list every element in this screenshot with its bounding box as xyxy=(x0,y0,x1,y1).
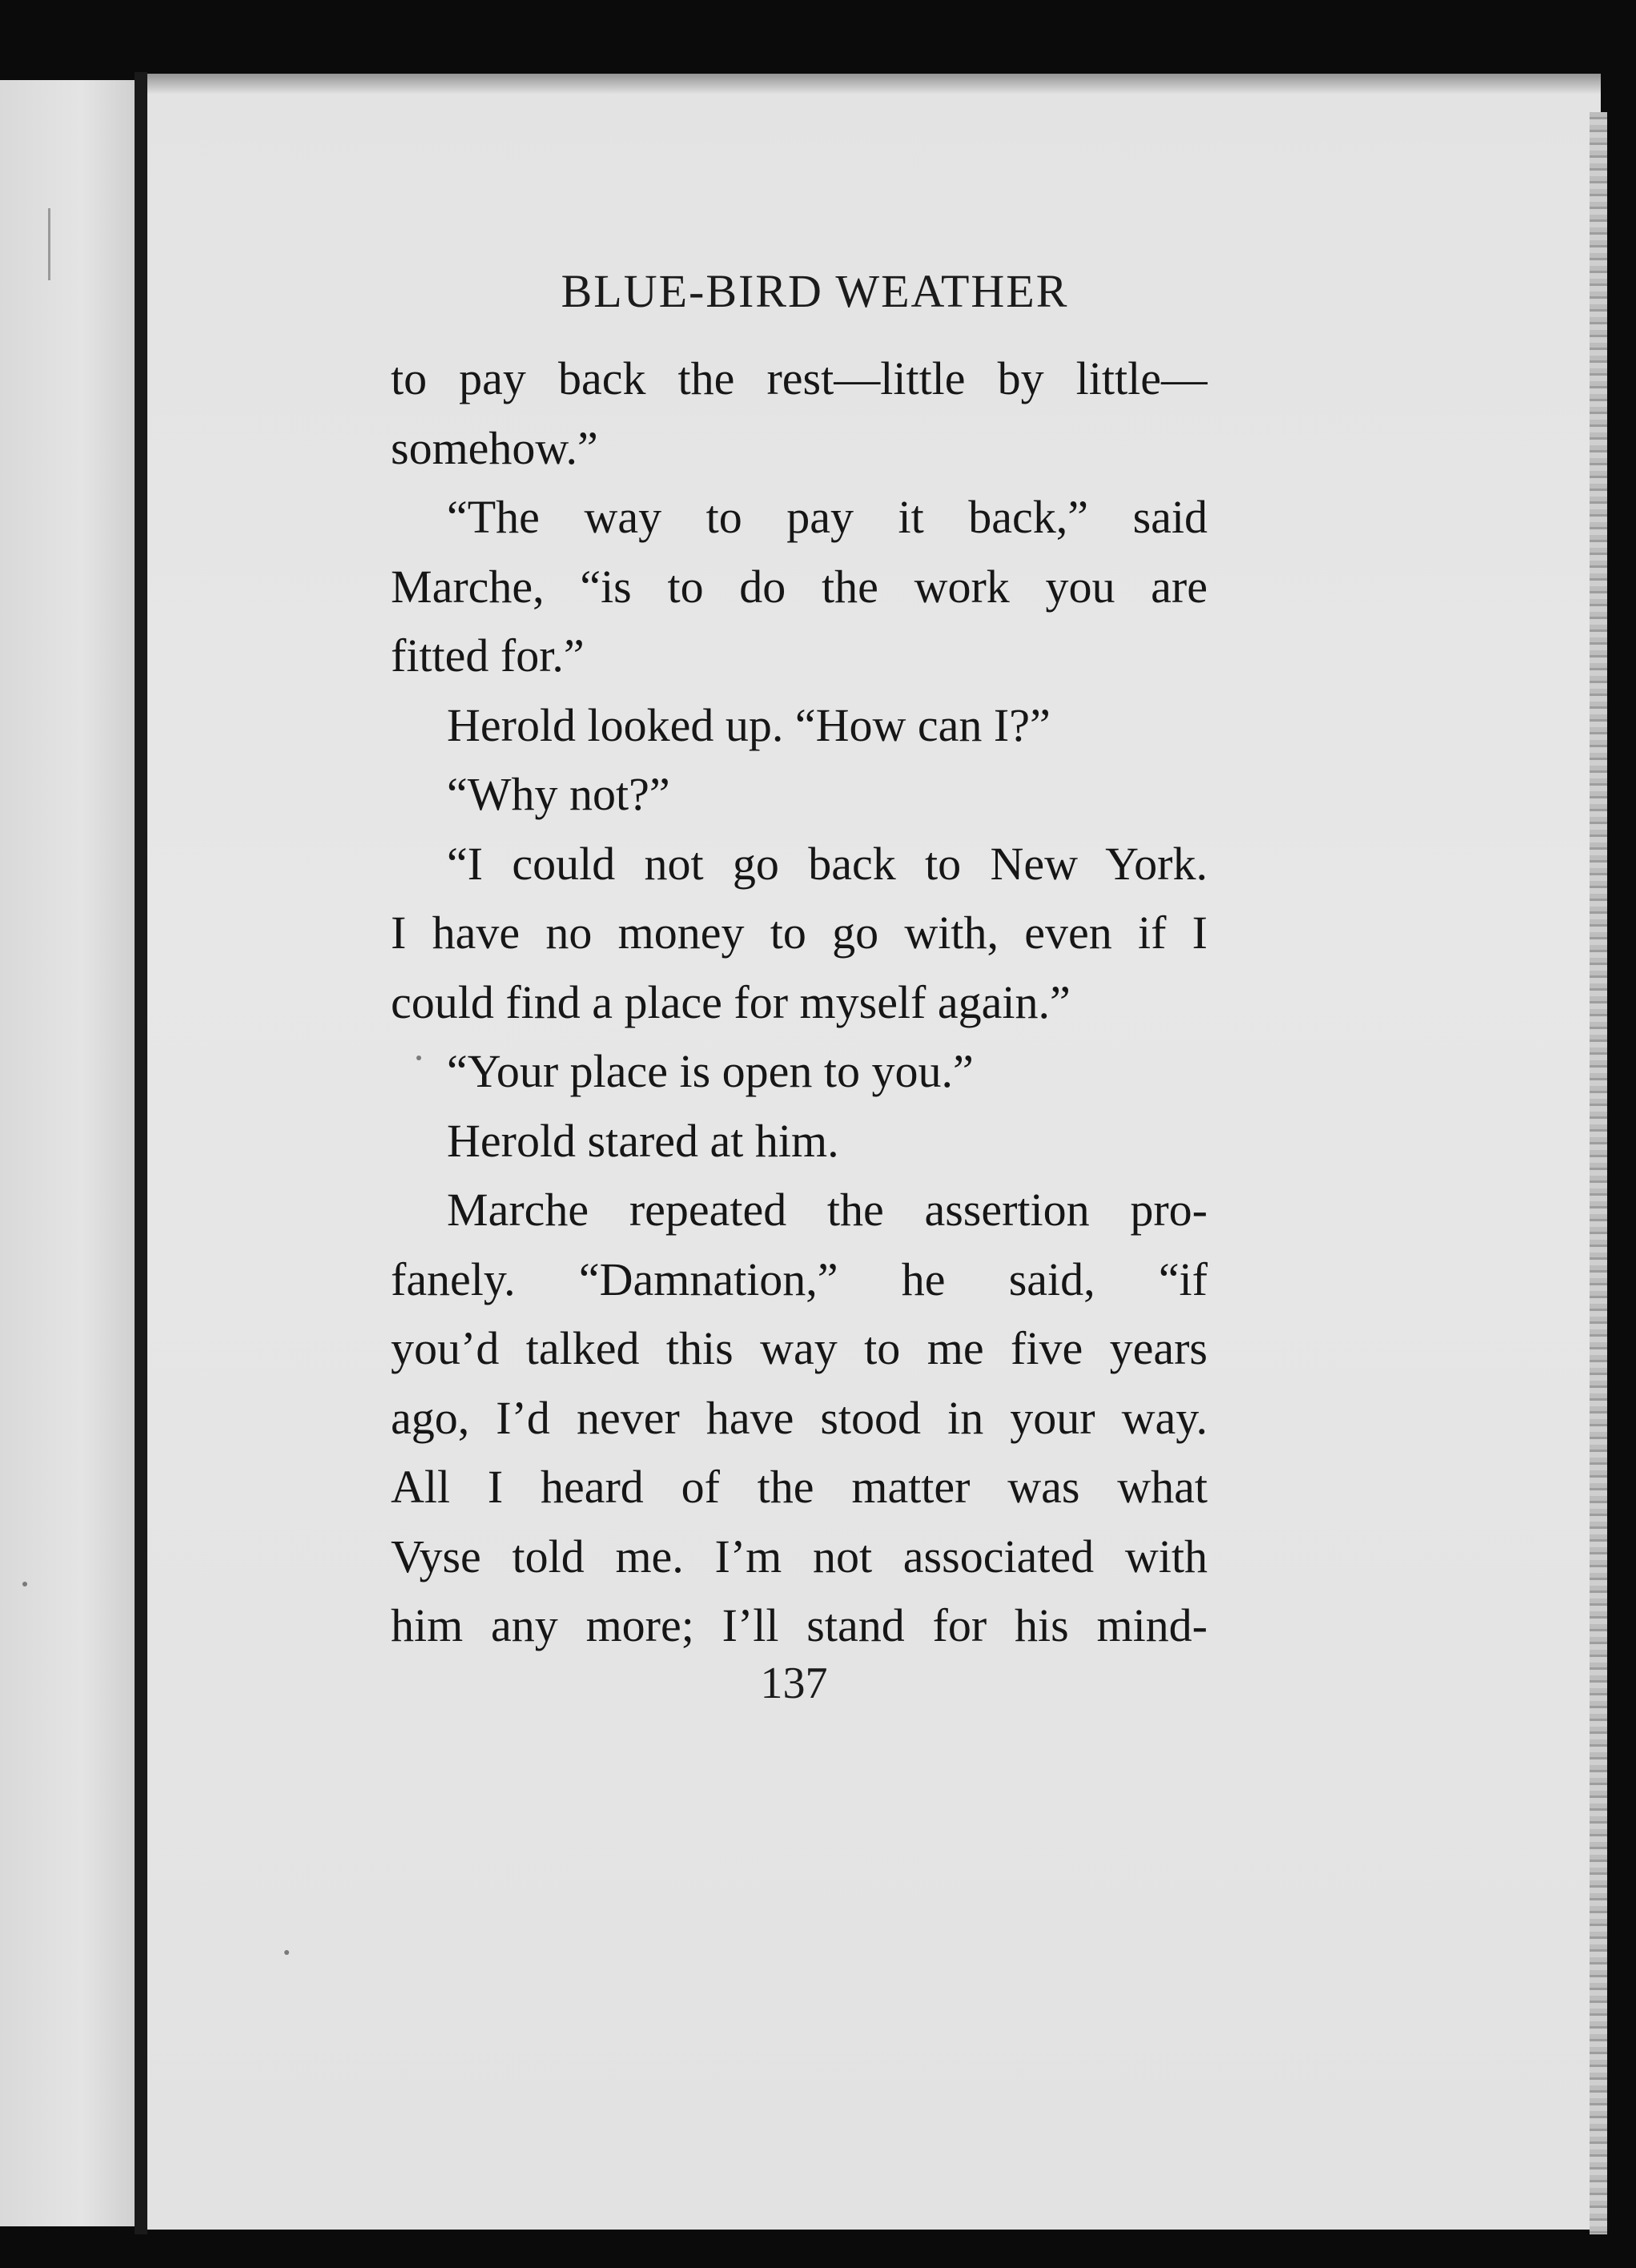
text-line: fanely. “Damnation,” he said, “if xyxy=(391,1253,1208,1305)
text-line: to pay back the rest—little by little— xyxy=(391,352,1208,404)
ink-speck xyxy=(22,1582,27,1586)
text-line: I have no money to go with, even if I xyxy=(391,907,1208,959)
text-line: Vyse told me. I’m not associated with xyxy=(391,1530,1208,1582)
book-gutter xyxy=(135,72,147,2234)
running-head: BLUE-BIRD WEATHER xyxy=(561,265,1069,317)
text-line: could find a place for myself again.” xyxy=(391,975,1071,1028)
text-line: Herold stared at him. xyxy=(447,1114,839,1167)
page-number: 137 xyxy=(760,1659,828,1708)
page-edge-right xyxy=(1590,112,1607,2234)
text-line: Herold looked up. “How can I?” xyxy=(447,698,1051,751)
text-line: Marche, “is to do the work you are xyxy=(391,560,1208,613)
text-line: somehow.” xyxy=(391,421,598,474)
text-line: you’d talked this way to me five years xyxy=(391,1322,1208,1374)
text-line: “Why not?” xyxy=(447,768,670,820)
text-line: him any more; I’ll stand for his mind- xyxy=(391,1599,1208,1651)
text-line: fitted for.” xyxy=(391,629,585,682)
text-line: Marche repeated the assertion pro- xyxy=(447,1184,1208,1236)
text-line: “Your place is open to you.” xyxy=(447,1045,974,1097)
ink-speck xyxy=(284,1950,289,1955)
body-text xyxy=(391,344,1208,1661)
text-line: “The way to pay it back,” said xyxy=(447,491,1208,543)
page-shadow xyxy=(147,74,1601,94)
ink-speck xyxy=(416,1056,421,1060)
text-line: ago, I’d never have stood in your way. xyxy=(391,1391,1208,1444)
text-line: “I could not go back to New York. xyxy=(447,837,1208,890)
text-line: All I heard of the matter was what xyxy=(391,1461,1208,1513)
facing-page-edge xyxy=(0,80,136,2226)
